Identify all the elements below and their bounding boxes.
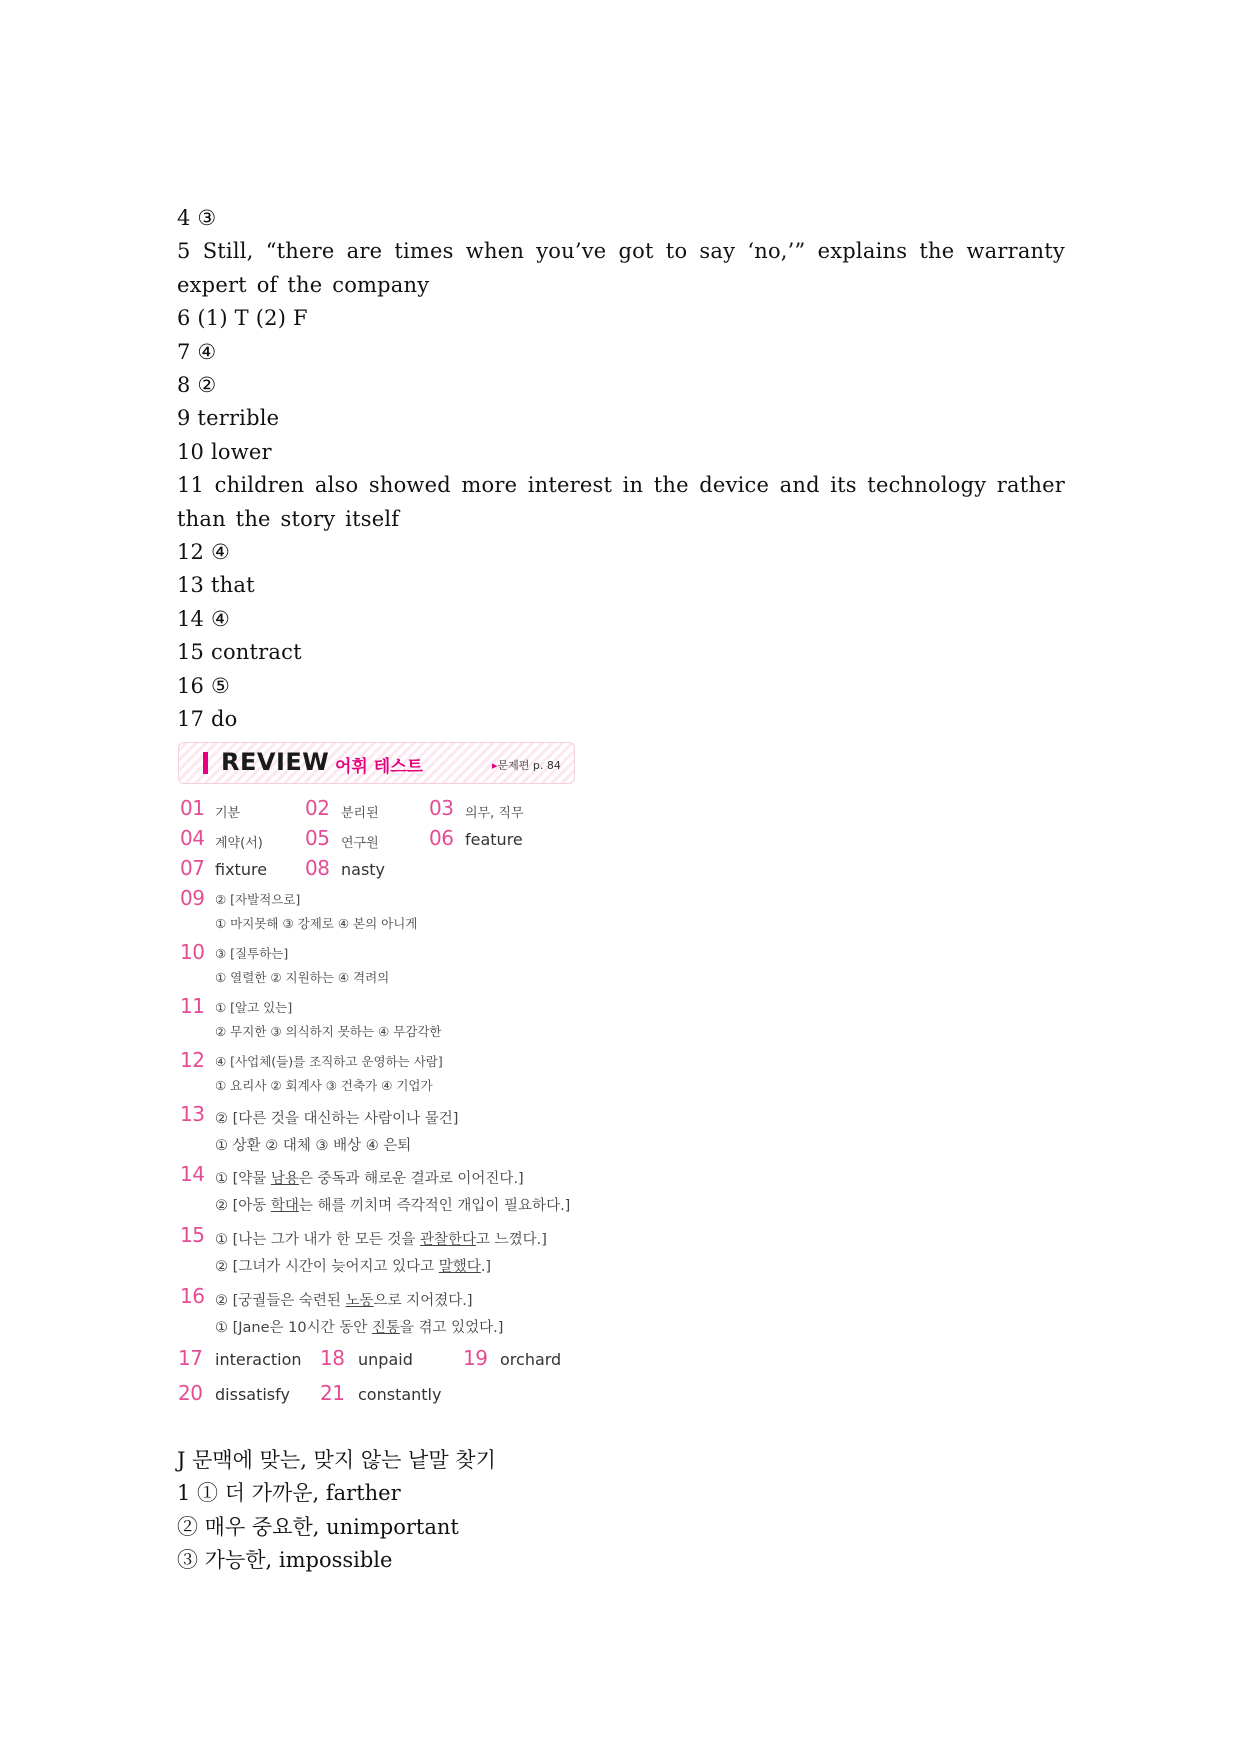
- item-number: 07: [180, 856, 205, 880]
- answer-line: 15 contract: [177, 640, 302, 665]
- item-number: 12: [180, 1048, 205, 1072]
- item-answer: fixture: [215, 860, 268, 879]
- item-number: 21: [320, 1381, 345, 1405]
- item-answer: ① [알고 있는]: [215, 1000, 293, 1015]
- section-heading: J 문맥에 맞는, 맞지 않는 낱말 찾기: [177, 1448, 496, 1472]
- item-number: 02: [305, 796, 330, 820]
- item-sentence: ② [궁궐들은 숙련된 노동으로 지어졌다.]: [215, 1293, 473, 1309]
- answer-line: 14 ④: [177, 606, 231, 631]
- item-answer: nasty: [341, 860, 386, 879]
- item-answer: 계약(서): [215, 836, 263, 851]
- item-number: 16: [180, 1284, 205, 1308]
- item-number: 04: [180, 826, 205, 850]
- item-number: 06: [429, 826, 454, 850]
- item-answer: ④ [사업체(들)를 조직하고 운영하는 사람]: [215, 1054, 443, 1069]
- review-vocab-test: [178, 742, 578, 1422]
- answer-line: 12 ④: [177, 540, 231, 565]
- item-options: ② 무지한 ③ 의식하지 못하는 ④ 무감각한: [215, 1024, 442, 1039]
- item-sentence: ② [그녀가 시간이 늦어지고 있다고 말했다.]: [215, 1259, 492, 1275]
- answer-line: 6 (1) T (2) F: [177, 306, 308, 331]
- item-options: ① 상환 ② 대체 ③ 배상 ④ 은퇴: [215, 1138, 412, 1154]
- item-number: 14: [180, 1162, 205, 1186]
- item-number: 15: [180, 1223, 205, 1247]
- item-number: 17: [178, 1346, 203, 1370]
- item-answer: feature: [465, 830, 523, 849]
- item-options: ① 마지못해 ③ 강제로 ④ 본의 아니게: [215, 916, 418, 931]
- item-answer: ② [자발적으로]: [215, 892, 301, 907]
- item-answer: ③ [질투하는]: [215, 946, 289, 961]
- item-number: 19: [463, 1346, 488, 1370]
- item-answer: 의무, 직무: [465, 806, 524, 821]
- item-number: 10: [180, 940, 205, 964]
- item-number: 05: [305, 826, 330, 850]
- item-number: 20: [178, 1381, 203, 1405]
- item-answer: constantly: [358, 1385, 442, 1404]
- item-number: 01: [180, 796, 205, 820]
- section-line: ② 매우 중요한, unimportant: [177, 1514, 459, 1539]
- answer-line: 8 ②: [177, 373, 217, 398]
- item-answer: 연구원: [341, 836, 379, 851]
- answer-line: 5 Still, “there are times when you’ve got to say ‘no,’” explains the warranty expert of the company: [177, 239, 1065, 297]
- section-line: 1 ① 더 가까운, farther: [177, 1481, 401, 1506]
- answer-line: 11 children also showed more interest in the device and its technology rather than the story itself: [177, 473, 1065, 531]
- answer-line: 7 ④: [177, 339, 217, 364]
- answer-line: 16 ⑤: [177, 673, 231, 698]
- triangle-icon: ▸: [492, 759, 498, 772]
- item-options: ① 요리사 ② 회계사 ③ 건축가 ④ 기업가: [215, 1078, 433, 1093]
- item-answer: 분리된: [341, 806, 379, 821]
- section-j: [177, 1444, 1065, 1578]
- item-sentence: ① [나는 그가 내가 한 모든 것을 관찰한다고 느꼈다.]: [215, 1232, 547, 1248]
- item-answer: ② [다른 것을 대신하는 사람이나 물건]: [215, 1111, 459, 1127]
- item-number: 18: [320, 1346, 345, 1370]
- item-options: ① 열렬한 ② 지원하는 ④ 격려의: [215, 970, 390, 985]
- item-sentence: ① [약물 남용은 중독과 해로운 결과로 이어진다.]: [215, 1171, 524, 1187]
- section-line: ③ 가능한, impossible: [177, 1548, 393, 1573]
- answer-line: 4 ③: [177, 206, 217, 230]
- review-subtitle: 어휘 테스트: [335, 757, 424, 777]
- item-number: 13: [180, 1102, 205, 1126]
- item-number: 03: [429, 796, 454, 820]
- item-sentence: ② [아동 학대는 해를 끼치며 즉각적인 개입이 필요하다.]: [215, 1198, 571, 1214]
- item-answer: orchard: [500, 1350, 562, 1369]
- review-ref-text: 문제편 p. 84: [497, 759, 561, 772]
- item-number: 11: [180, 994, 205, 1018]
- item-number: 09: [180, 886, 205, 910]
- item-answer: unpaid: [358, 1350, 413, 1369]
- review-page-ref: [492, 757, 561, 773]
- answer-line: 9 terrible: [177, 406, 280, 431]
- item-number: 08: [305, 856, 330, 880]
- item-sentence: ① [Jane은 10시간 동안 진통을 겪고 있었다.]: [215, 1320, 504, 1336]
- answer-list: [177, 202, 1065, 737]
- item-answer: dissatisfy: [215, 1385, 290, 1404]
- answer-line: 13 that: [177, 573, 255, 598]
- item-answer: 기분: [215, 806, 241, 821]
- answer-line: 17 do: [177, 707, 238, 732]
- item-answer: interaction: [215, 1350, 302, 1369]
- accent-bar: [203, 752, 208, 774]
- answer-line: 10 lower: [177, 439, 272, 464]
- review-title: REVIEW: [221, 748, 330, 776]
- review-header: [178, 742, 575, 784]
